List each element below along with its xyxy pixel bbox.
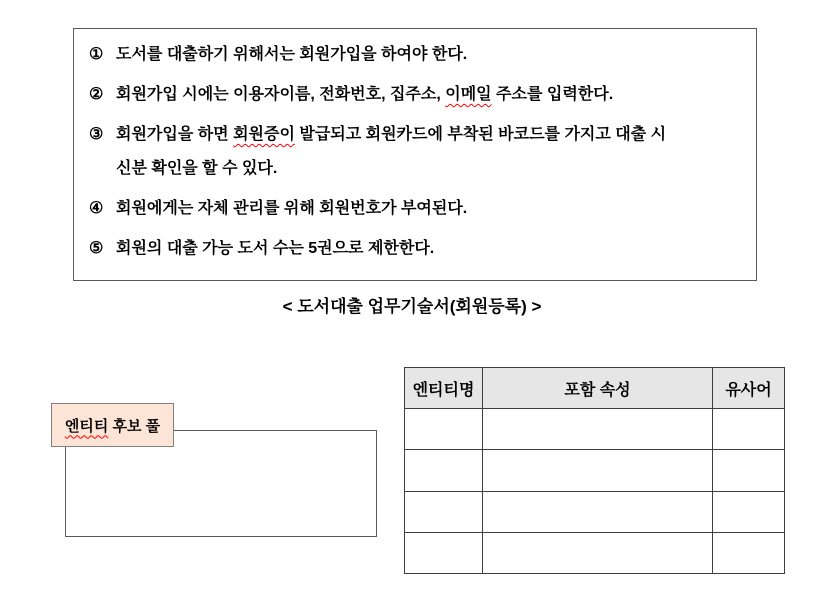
- entity-table-cell: [405, 491, 483, 532]
- entity-table-cell: [483, 409, 713, 450]
- notice-item-1: [89, 42, 748, 67]
- circled-number-5: ⑤: [89, 240, 104, 257]
- circled-number-3: ③: [89, 126, 104, 143]
- entity-table-cell: [405, 532, 483, 573]
- entity-table-cell: [713, 409, 785, 450]
- entity-pool-label: [51, 403, 174, 447]
- notice-item-3-text-line2: 신분 확인을 할 수 있다.: [116, 160, 278, 177]
- notice-item-5-text: 회원의 대출 가능 도서 수는 5권으로 제한한다.: [116, 240, 435, 257]
- header-synonyms: 유사어: [713, 368, 785, 409]
- notice-item-5: [89, 236, 748, 261]
- notice-item-1-text: 도서를 대출하기 위해서는 회원가입을 하여야 한다.: [116, 46, 468, 63]
- entity-table-row: [405, 450, 785, 491]
- header-entity-name: 엔티티명: [405, 368, 483, 409]
- entity-table-header-row: [405, 368, 785, 409]
- entity-table-cell: [483, 532, 713, 573]
- entity-table-cell: [713, 532, 785, 573]
- notice-item-2-text: 회원가입 시에는 이용자이름, 전화번호, 집주소, 이메일 주소를 입력한다.: [116, 86, 614, 103]
- entity-table-row: [405, 532, 785, 573]
- entity-table-cell: [483, 491, 713, 532]
- misspelled-word: 이메일: [445, 86, 492, 103]
- entity-table-body: [405, 409, 785, 574]
- header-included-attributes: 포함 속성: [483, 368, 713, 409]
- entity-table-row: [405, 491, 785, 532]
- entity-pool-label-text: 엔티티 후보 풀: [64, 417, 161, 435]
- notice-item-4-text: 회원에게는 자체 관리를 위해 회원번호가 부여된다.: [116, 200, 468, 217]
- notice-item-2: [89, 82, 748, 107]
- notice-item-4: [89, 196, 748, 221]
- misspelled-word: 회원증이: [233, 126, 295, 143]
- circled-number-1: ①: [89, 46, 104, 63]
- worksheet-caption: < 도서대출 업무기술서(회원등록) >: [282, 297, 542, 316]
- business-description-box: [73, 28, 757, 281]
- entity-table-cell: [713, 491, 785, 532]
- entity-table: [404, 367, 785, 574]
- entity-table-row: [405, 409, 785, 450]
- entity-table-cell: [713, 450, 785, 491]
- notice-item-3-text-line1: 회원가입을 하면 회원증이 발급되고 회원카드에 부착된 바코드를 가지고 대출 시: [116, 126, 667, 143]
- notice-item-3: [89, 122, 748, 181]
- circled-number-2: ②: [89, 86, 104, 103]
- entity-table-cell: [405, 409, 483, 450]
- misspelled-word: 엔티티: [64, 417, 109, 435]
- circled-number-4: ④: [89, 200, 104, 217]
- entity-table-cell: [405, 450, 483, 491]
- entity-table-cell: [483, 450, 713, 491]
